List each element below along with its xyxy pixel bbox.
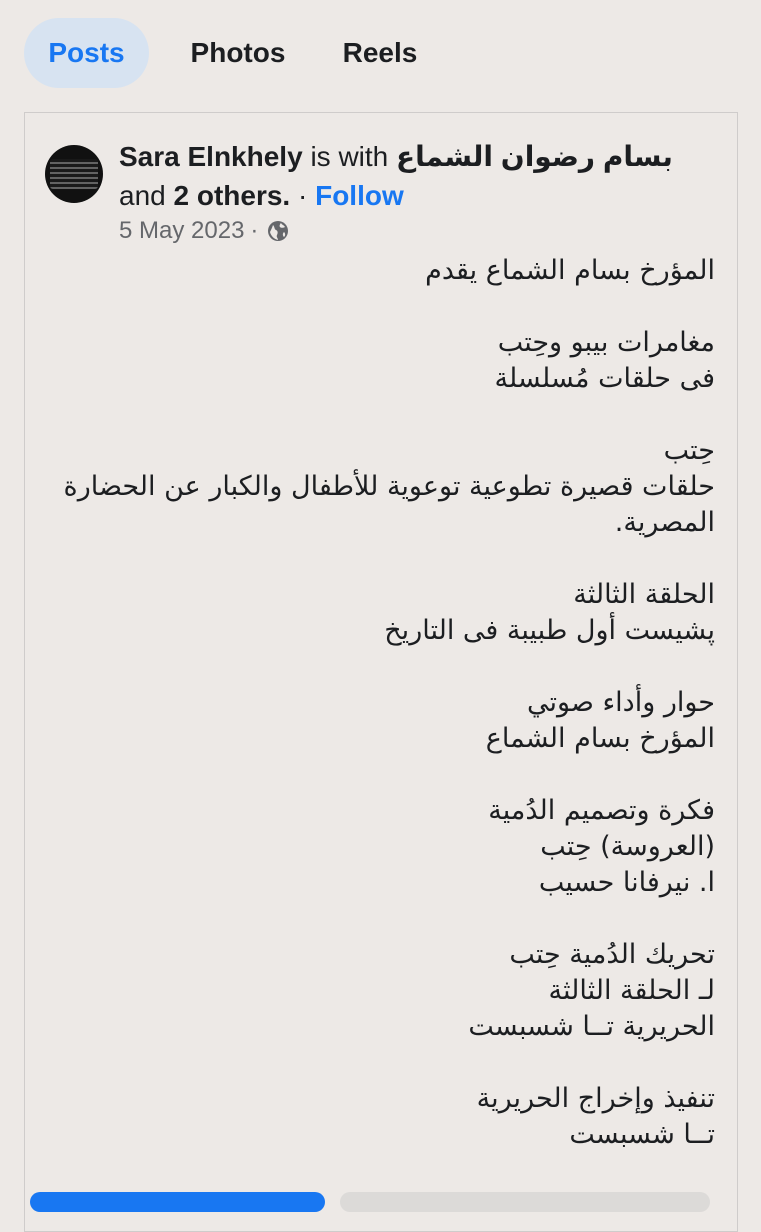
- meta-dot: ·: [250, 217, 259, 244]
- post-text-line: المؤرخ بسام الشماع يقدم: [425, 255, 715, 286]
- post-text-line: فى حلقات مُسلسلة: [494, 363, 715, 394]
- post-text-line: لـ الحلقة الثالثة: [548, 975, 715, 1006]
- post-text-line: [43, 1045, 715, 1081]
- post-text-line: المصرية.: [614, 507, 715, 538]
- post-date[interactable]: 5 May 2023: [119, 217, 245, 244]
- post-text-line: [43, 901, 715, 937]
- follow-link[interactable]: Follow: [315, 180, 404, 211]
- post-text-line: الحريرية تــا شسبست: [468, 1011, 715, 1042]
- separator-dot: ·: [297, 180, 308, 211]
- post-text-line: تــا شسبست: [569, 1119, 715, 1150]
- post-text-line: ا. نيرفانا حسيب: [538, 867, 715, 898]
- post-text-line: حلقات قصيرة تطوعية توعوية للأطفال والكبار عن الحضارة: [63, 471, 715, 502]
- tab-reels[interactable]: Reels: [342, 37, 418, 68]
- post-text-line: [43, 757, 715, 793]
- post-text-line: مغامرات بيبو وحِتب: [497, 327, 715, 358]
- post-text-line: المؤرخ بسام الشماع: [485, 723, 715, 754]
- post-text-line: [43, 649, 715, 685]
- post-text-line: پشيست أول طبيبة فى التاريخ: [384, 615, 715, 646]
- tab-photos[interactable]: Photos: [190, 37, 286, 68]
- post-text-line: حوار وأداء صوتي: [527, 687, 715, 718]
- avatar[interactable]: [45, 145, 103, 203]
- post-text-line: [43, 541, 715, 577]
- post-text-line: [43, 397, 715, 433]
- tagged-others[interactable]: 2 others.: [173, 180, 291, 211]
- primary-action-button[interactable]: [30, 1192, 325, 1212]
- and-text: and: [119, 180, 166, 211]
- post-meta: [119, 217, 290, 245]
- post-header: [119, 137, 719, 215]
- tab-posts[interactable]: Posts: [24, 18, 149, 88]
- post-text-line: (العروسة) حِتب: [540, 831, 715, 862]
- tagged-user[interactable]: بسام رضوان الشماع: [396, 141, 673, 172]
- profile-tabs: [24, 18, 435, 88]
- post-text-line: تحريك الدُمية حِتب: [509, 939, 715, 970]
- post-text-line: حِتب: [663, 435, 715, 466]
- secondary-action-button[interactable]: [340, 1192, 710, 1212]
- avatar-image: [50, 159, 98, 189]
- post-text-line: الحلقة الثالثة: [573, 579, 715, 610]
- post-card: [24, 112, 738, 1232]
- author-name[interactable]: Sara Elnkhely: [119, 141, 303, 172]
- globe-icon: [266, 219, 290, 243]
- post-text-line: فكرة وتصميم الدُمية: [488, 795, 715, 826]
- post-text-line: تنفيذ وإخراج الحريرية: [476, 1083, 715, 1114]
- is-with-text: is with: [310, 141, 389, 172]
- post-text-line: [43, 289, 715, 325]
- post-text: [43, 253, 715, 1153]
